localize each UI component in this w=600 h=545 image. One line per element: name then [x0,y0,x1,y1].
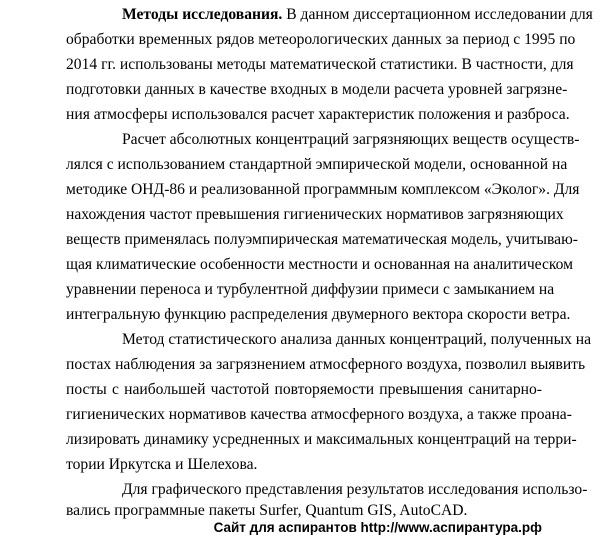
paragraph-1-line-2: обработки временных рядов метеорологических данных за период с 1995 по [66,31,576,48]
paragraph-4-line-1: Для графического представления результатов исследования использо- [122,481,588,498]
site-footer-watermark: Сайт для аспирантов http://www.аспирантура.рф [213,520,542,535]
paragraph-2-line-6: щая климатические особенности местности и основанная на аналитическом [66,256,574,273]
paragraph-1-line-1 [122,6,593,24]
paragraph-2-line-4: нахождения частот превышения гигиенических нормативов загрязняющих [66,206,564,223]
paragraph-4-line-2: вались программные пакеты Surfer, Quantum GIS, AutoCAD. [66,502,468,519]
paragraph-2-line-7: уравнении переноса и турбулентной диффузии примеси с замыканием на [66,281,555,298]
paragraph-3-line-6: тории Иркутска и Шелехова. [66,456,258,473]
paragraph-3-line-2: постах наблюдения за загрязнением атмосферного воздуха, позволил выявить [66,356,586,373]
paragraph-3-line-4: гигиенических нормативов качества атмосферного воздуха, а также проана- [66,406,572,423]
paragraph-1-line-3: 2014 гг. использованы методы математической статистики. В частности, для [66,56,574,73]
paragraph-1-line-4: подготовки данных в качестве входных в модели расчета уровней загрязне- [66,81,568,98]
paragraph-3-line-3: посты с наибольшей частотой повторяемости превышения санитарно- [66,381,542,398]
section-lead: Методы исследования. [122,6,283,23]
paragraph-2-line-2: лялся с использованием стандартной эмпирической модели, основанной на [66,156,568,173]
paragraph-2-line-3: методике ОНД-86 и реализованной программным комплексом «Эколог». Для [66,181,580,198]
paragraph-2-line-1: Расчет абсолютных концентраций загрязняющих веществ осуществ- [122,131,580,148]
paragraph-1-line-5: ния атмосферы использовался расчет характеристик положения и разброса. [66,106,570,123]
paragraph-2-line-8: интегральную функцию распределения двумерного вектора скорости ветра. [66,306,571,323]
paragraph-2-line-5: веществ применялась полуэмпирическая математическая модель, учитываю- [66,231,578,248]
paragraph-3-line-1: Метод статистического анализа данных концентраций, полученных на [122,331,592,348]
text-line: В данном диссертационном исследовании для [282,6,593,23]
paragraph-3-line-5: лизировать динамику усредненных и максимальных концентраций на терри- [66,431,577,448]
